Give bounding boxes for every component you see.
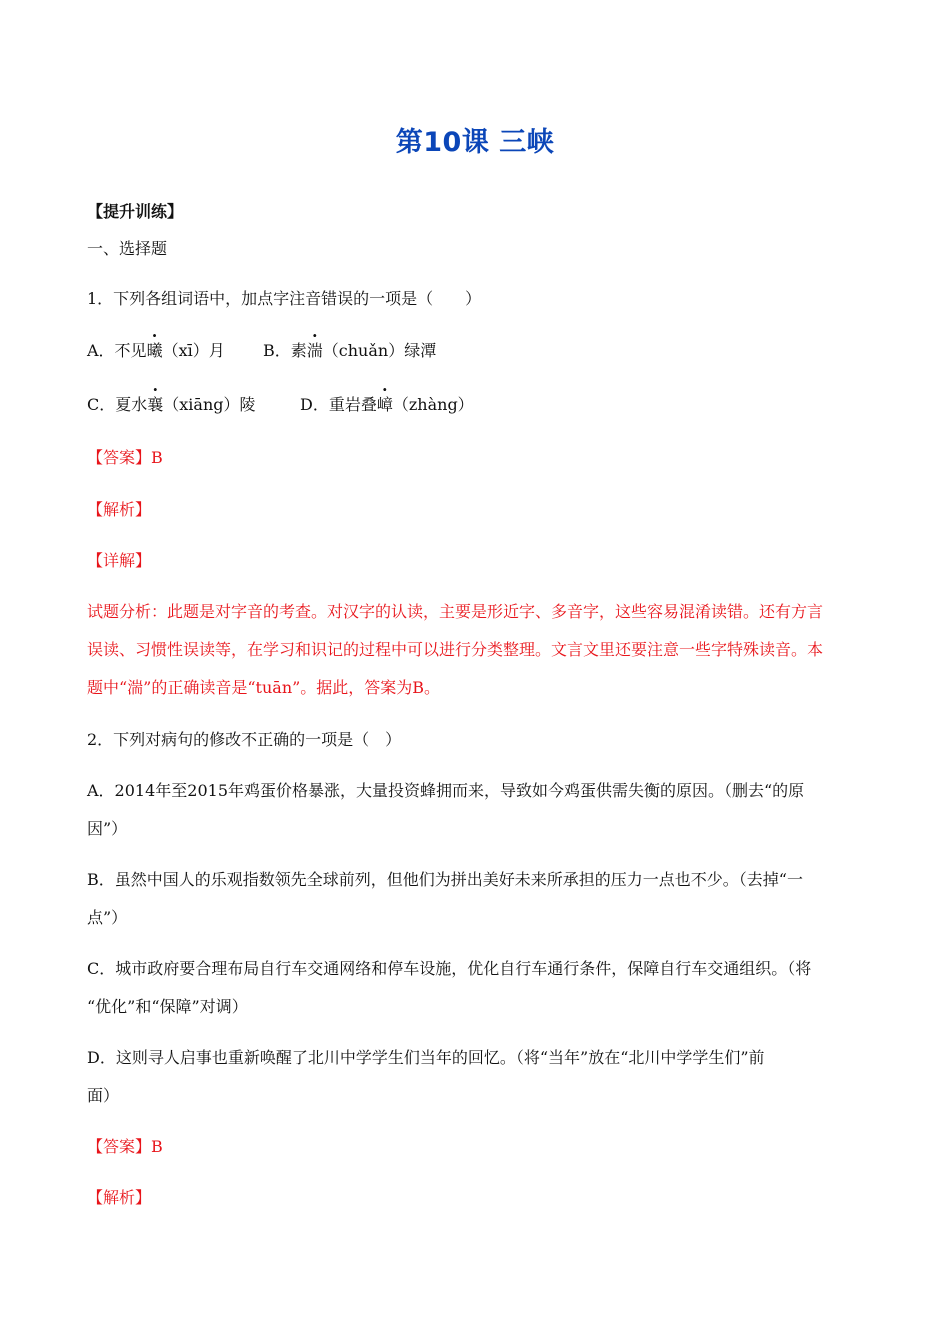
section-label: 【提升训练】 — [87, 202, 184, 221]
question-2-option-c-line: C．城市政府要合理布局自行车交通网络和停车设施，优化自行车通行条件，保障自行车交通组织。（将 — [87, 959, 812, 978]
question-2-option-a-line: A．2014年至2015年鸡蛋价格暴涨，大量投资蜂拥而来，导致如今鸡蛋供需失衡的原因。（删去“的原 — [87, 781, 805, 800]
question-2-answer: 【答案】B — [87, 1137, 163, 1156]
question-1-explanation-line: 题中“湍”的正确读音是“tuān”。据此，答案为B。 — [87, 678, 441, 697]
question-1-analysis-label: 【解析】 — [87, 500, 152, 519]
question-1-options-ab — [87, 341, 867, 361]
question-2-analysis-label: 【解析】 — [87, 1188, 152, 1207]
question-2-option-b-line: B．虽然中国人的乐观指数领先全球前列，但他们为拼出美好未来所承担的压力一点也不少。（去掉“一 — [87, 870, 803, 889]
question-1-explanation-line: 误读、习惯性误读等，在学习和识记的过程中可以进行分类整理。文言文里还要注意一些字特殊读音。本 — [87, 640, 824, 659]
question-2-option-b-line: 点”） — [87, 908, 128, 927]
dotted-char: 曦 — [146, 341, 163, 360]
option-d: D．重岩叠嶂（zhàng） — [300, 395, 474, 414]
section-heading: 一、选择题 — [87, 239, 168, 258]
question-2-option-c-line: “优化”和“保障”对调） — [87, 997, 248, 1016]
question-2-option-a-line: 因”） — [87, 819, 128, 838]
page-title: 第10课 三峡 — [395, 127, 555, 158]
dotted-char: 湍 — [306, 341, 323, 360]
option-a: A．不见曦（xī）月 — [87, 341, 225, 360]
dotted-char: 嶂 — [376, 395, 393, 414]
question-2-option-d-line: D．这则寻人启事也重新唤醒了北川中学学生们当年的回忆。（将“当年”放在“北川中学学生们”前 — [87, 1048, 765, 1067]
question-1-answer: 【答案】B — [87, 448, 163, 467]
question-1-detail-label: 【详解】 — [87, 551, 152, 570]
question-2-option-d-line: 面） — [87, 1086, 120, 1105]
option-b: B．素湍（chuǎn）绿潭 — [263, 341, 437, 360]
question-1-stem: 1．下列各组词语中，加点字注音错误的一项是（ ） — [87, 289, 482, 308]
dotted-char: 襄 — [147, 395, 164, 414]
question-1-options-cd — [87, 395, 867, 415]
question-2-stem: 2．下列对病句的修改不正确的一项是（ ） — [87, 730, 402, 749]
question-1-explanation-line: 试题分析：此题是对字音的考查。对汉字的认读，主要是形近字、多音字，这些容易混淆读错。还有方言 — [87, 602, 824, 621]
option-c: C．夏水襄（xiāng）陵 — [87, 395, 256, 414]
